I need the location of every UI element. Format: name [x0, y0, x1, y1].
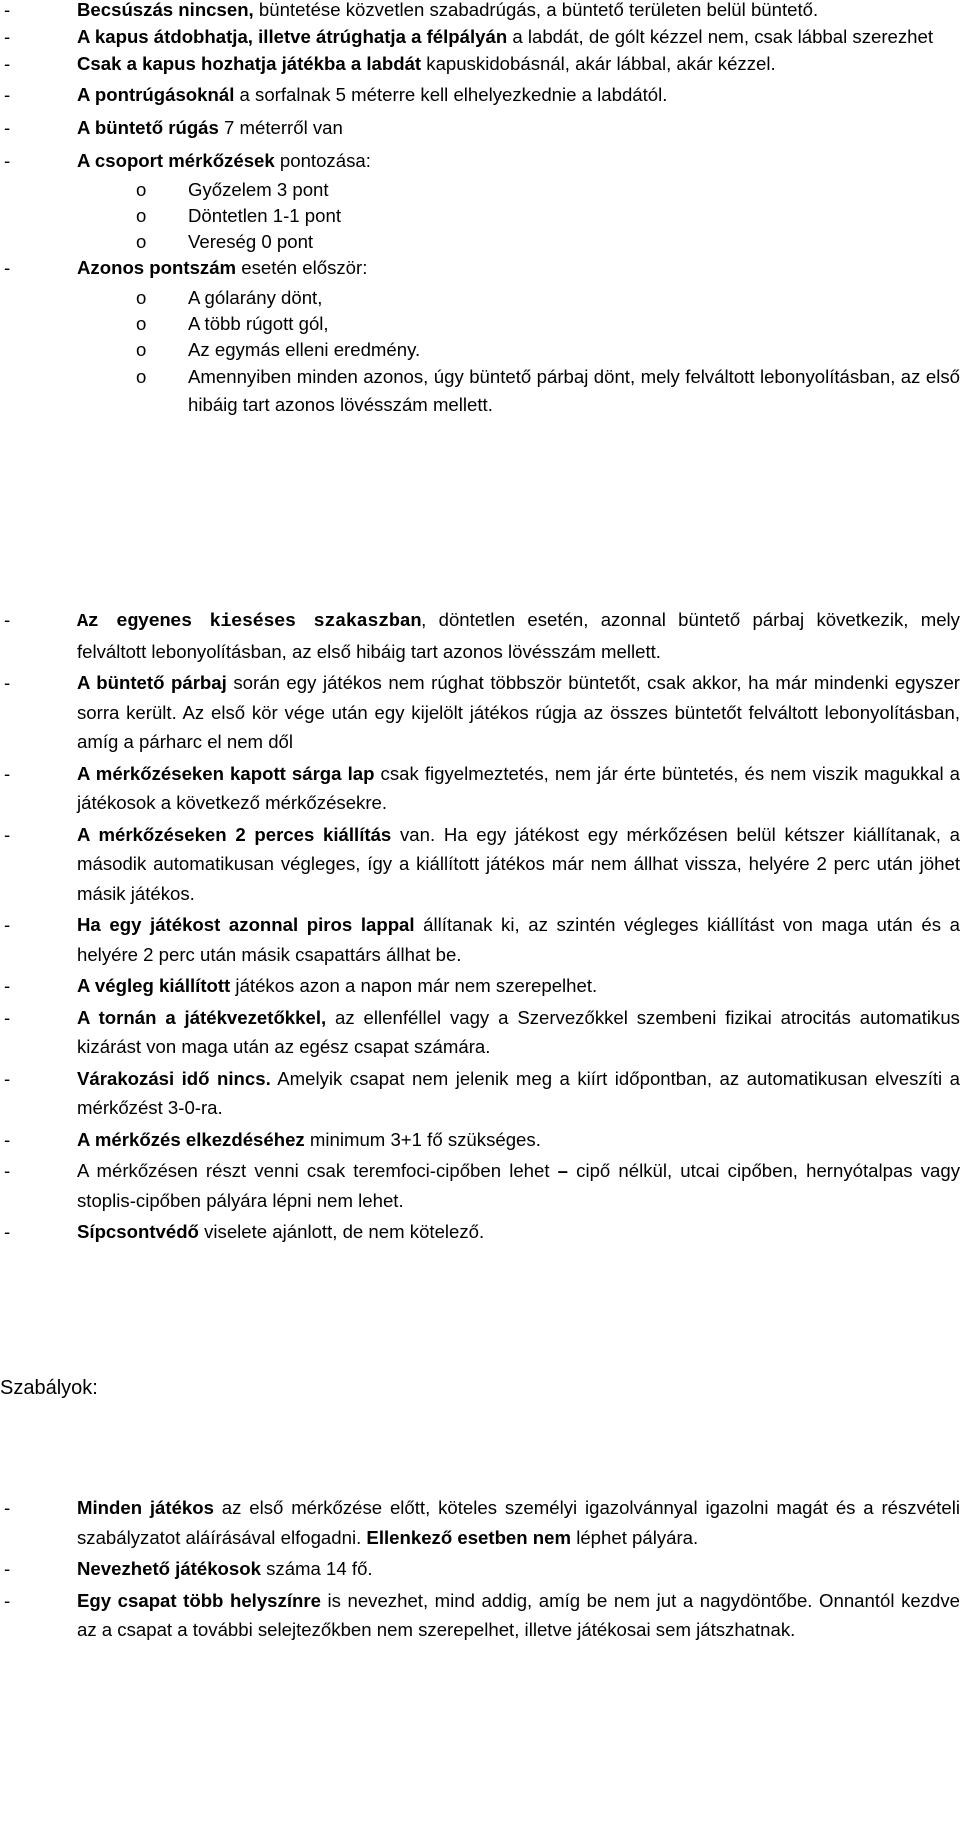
bold-phrase: A végleg kiállított [77, 975, 231, 996]
bold-phrase: A büntető rúgás [77, 117, 219, 138]
dash-bullet: - [4, 117, 11, 138]
dash-bullet: - [4, 150, 11, 171]
bold-dash: – [557, 1160, 569, 1181]
sub-list-item [0, 177, 960, 203]
sub-list-item [0, 337, 960, 363]
item-text: az első mérkőzése előtt, köteles személyi igazolvánnyal igazolni magát és a részvételi szabályzatot aláírásával elfogadni. [77, 1497, 960, 1548]
item-text: 7 méterről van [218, 117, 343, 138]
item-text: cipő nélkül, utcai cipőben, hernyótalpas vagy stoplis-cipőben pályára lépni nem lehet. [77, 1160, 960, 1211]
sub-list-item [0, 203, 960, 229]
circle-bullet: o [136, 179, 147, 200]
dash-bullet: - [4, 1128, 11, 1150]
sub-item-text: A több rúgott gól, [188, 313, 329, 334]
dash-bullet: - [4, 1160, 11, 1181]
circle-bullet: o [136, 231, 147, 252]
dash-bullet: - [4, 84, 11, 105]
bold-phrase: Nevezhető játékosok [77, 1558, 261, 1579]
scoring-sublist [0, 177, 960, 255]
section-heading: Szabályok: [0, 1377, 98, 1399]
list-item [0, 759, 960, 818]
sub-item-text: A gólarány dönt, [188, 287, 323, 308]
bold-phrase: A csoport mérkőzések [77, 150, 275, 171]
item-text: esetén először: [236, 257, 368, 278]
item-text: az ellenféllel vagy a Szervezőkkel szembeni fizikai atrocitás automatikus kizárást von maga után az egész csapat számára. [77, 1006, 960, 1057]
item-text: A mérkőzésen részt venni csak teremfoci-cipőben lehet [77, 1160, 558, 1181]
list-item [0, 971, 960, 1001]
sub-list-item [0, 285, 960, 311]
list-item [0, 1064, 960, 1123]
sub-list-item [0, 229, 960, 255]
item-text: pontozása: [274, 150, 371, 171]
rules-list-bottom [0, 1493, 960, 1645]
rules-list-top [0, 0, 960, 419]
dash-bullet: - [4, 914, 11, 935]
list-item [0, 114, 960, 141]
dash-bullet: - [4, 975, 11, 996]
list-item [0, 605, 960, 666]
item-text: a labdát, de gólt kézzel nem, csak lábbal szerezhet [507, 26, 934, 47]
sub-list-item [0, 363, 960, 419]
list-item [0, 50, 960, 77]
item-text: játékos azon a napon már nem szerepelhet. [230, 975, 598, 996]
sub-item-text: Amennyiben minden azonos, úgy büntető párbaj dönt, mely felváltott lebonyolításban, az első hibáig tart azonos lövésszám mellett. [188, 366, 960, 415]
item-text: minimum 3+1 fő szükséges. [304, 1128, 541, 1150]
bold-phrase: Ha egy játékost azonnal piros lappal [77, 914, 415, 935]
item-text: száma 14 fő. [260, 1558, 373, 1579]
circle-bullet: o [136, 205, 147, 226]
circle-bullet: o [136, 313, 147, 334]
bold-phrase: A kapus átdobhatja, illetve átrúghatja a félpályán [77, 26, 508, 47]
rules-list-main [0, 605, 960, 1247]
dash-bullet: - [4, 1589, 11, 1611]
bold-phrase: A büntető párbaj [77, 672, 227, 693]
dash-bullet: - [4, 257, 11, 278]
list-item [0, 1554, 960, 1584]
bold-phrase: Az egyenes kieséses szakaszban [77, 611, 422, 632]
bold-phrase: A mérkőzéseken kapott sárga lap [77, 762, 375, 784]
dash-bullet: - [4, 1497, 11, 1518]
circle-bullet: o [136, 339, 147, 360]
list-item [0, 81, 960, 108]
tiebreaker-sublist [0, 285, 960, 419]
dash-bullet: - [4, 672, 11, 693]
bold-phrase: A mérkőzéseken 2 perces kiállítás [77, 823, 392, 845]
item-text: büntetése közvetlen szabadrúgás, a büntető területen belül büntető. [253, 0, 819, 20]
dash-bullet: - [4, 1006, 11, 1028]
list-item [0, 0, 960, 23]
sub-item-text: Döntetlen 1-1 pont [188, 205, 341, 226]
dash-bullet: - [4, 762, 11, 784]
item-text: léphet pályára. [571, 1526, 699, 1548]
bold-phrase: Ellenkező esetben nem [366, 1526, 572, 1548]
list-item [0, 147, 960, 174]
list-item [0, 820, 960, 909]
dash-bullet: - [4, 823, 11, 845]
list-item [0, 668, 960, 757]
dash-bullet: - [4, 1558, 11, 1579]
item-text: a sorfalnak 5 méterre kell elhelyezkednie a labdától. [234, 84, 668, 105]
list-item [0, 1493, 960, 1552]
sub-item-text: Az egymás elleni eredmény. [188, 339, 421, 360]
item-text: is nevezhet, mind addig, amíg be nem jut a nagydöntőbe. Onnantól kezdve az a csapat a további selejtezőkben nem szerepelhet, illetve játékosai sem játszhatnak. [77, 1589, 960, 1640]
item-text: van. Ha egy játékost egy mérkőzésen belül kétszer kiállítanak, a második automatikusan végleges, így a kiállított játékos már nem állhat vissza, helyére 2 perc után jöhet másik játékos. [77, 823, 960, 904]
dash-bullet: - [4, 0, 11, 20]
list-item [0, 1217, 960, 1247]
item-text: kapuskidobásnál, akár lábbal, akár kézzel. [421, 53, 776, 74]
bold-phrase: A pontrúgásoknál [77, 84, 235, 105]
list-item [0, 910, 960, 969]
bold-phrase: Csak a kapus hozhatja játékba a labdát [77, 53, 422, 74]
item-text: csak figyelmeztetés, nem jár érte büntetés, és nem viszik magukkal a játékosok a következő mérkőzésekre. [77, 762, 960, 813]
item-text: során egy játékos nem rúghat többször büntetőt, csak akkor, ha már mindenki egyszer sorra került. Az első kör vége után egy kijelölt játékos rúgja az összes büntetőt felváltott lebonyolításban, amíg a párharc el nem dől [77, 672, 960, 752]
circle-bullet: o [136, 366, 147, 387]
bold-phrase: Becsúszás nincsen, [77, 0, 254, 20]
item-text: , döntetlen esetén, azonnal büntető párbaj következik, mely felváltott lebonyolításban, az első hibáig tart azonos lövésszám mellett. [77, 609, 960, 662]
dash-bullet: - [4, 1067, 11, 1089]
bold-phrase: Várakozási idő nincs. [77, 1067, 271, 1089]
bold-phrase: Minden játékos [77, 1497, 214, 1518]
list-item [0, 1125, 960, 1155]
sub-item-text: Vereség 0 pont [188, 231, 314, 252]
list-item [0, 1003, 960, 1062]
dash-bullet: - [4, 26, 11, 47]
bold-phrase: Sípcsontvédő [77, 1221, 199, 1242]
bold-phrase: Azonos pontszám [77, 257, 237, 278]
bold-phrase: Egy csapat több helyszínre [77, 1589, 321, 1611]
circle-bullet: o [136, 287, 147, 308]
item-text: viselete ajánlott, de nem kötelező. [198, 1221, 485, 1242]
dash-bullet: - [4, 609, 11, 630]
bold-phrase: A mérkőzés elkezdéséhez [77, 1128, 305, 1150]
sub-list-item [0, 311, 960, 337]
list-item [0, 23, 960, 50]
list-item [0, 253, 960, 283]
bold-phrase: A tornán a játékvezetőkkel, [77, 1006, 327, 1028]
item-text: Amelyik csapat nem jelenik meg a kiírt időpontban, az automatikusan elveszíti a mérkőzést 3-0-ra. [77, 1067, 960, 1118]
item-text: állítanak ki, az szintén végleges kiállítást von maga után és a helyére 2 perc után másik csapattárs állhat be. [77, 914, 960, 965]
list-item [0, 1586, 960, 1645]
sub-item-text: Győzelem 3 pont [188, 179, 329, 200]
dash-bullet: - [4, 53, 11, 74]
dash-bullet: - [4, 1221, 11, 1242]
list-item [0, 1156, 960, 1215]
